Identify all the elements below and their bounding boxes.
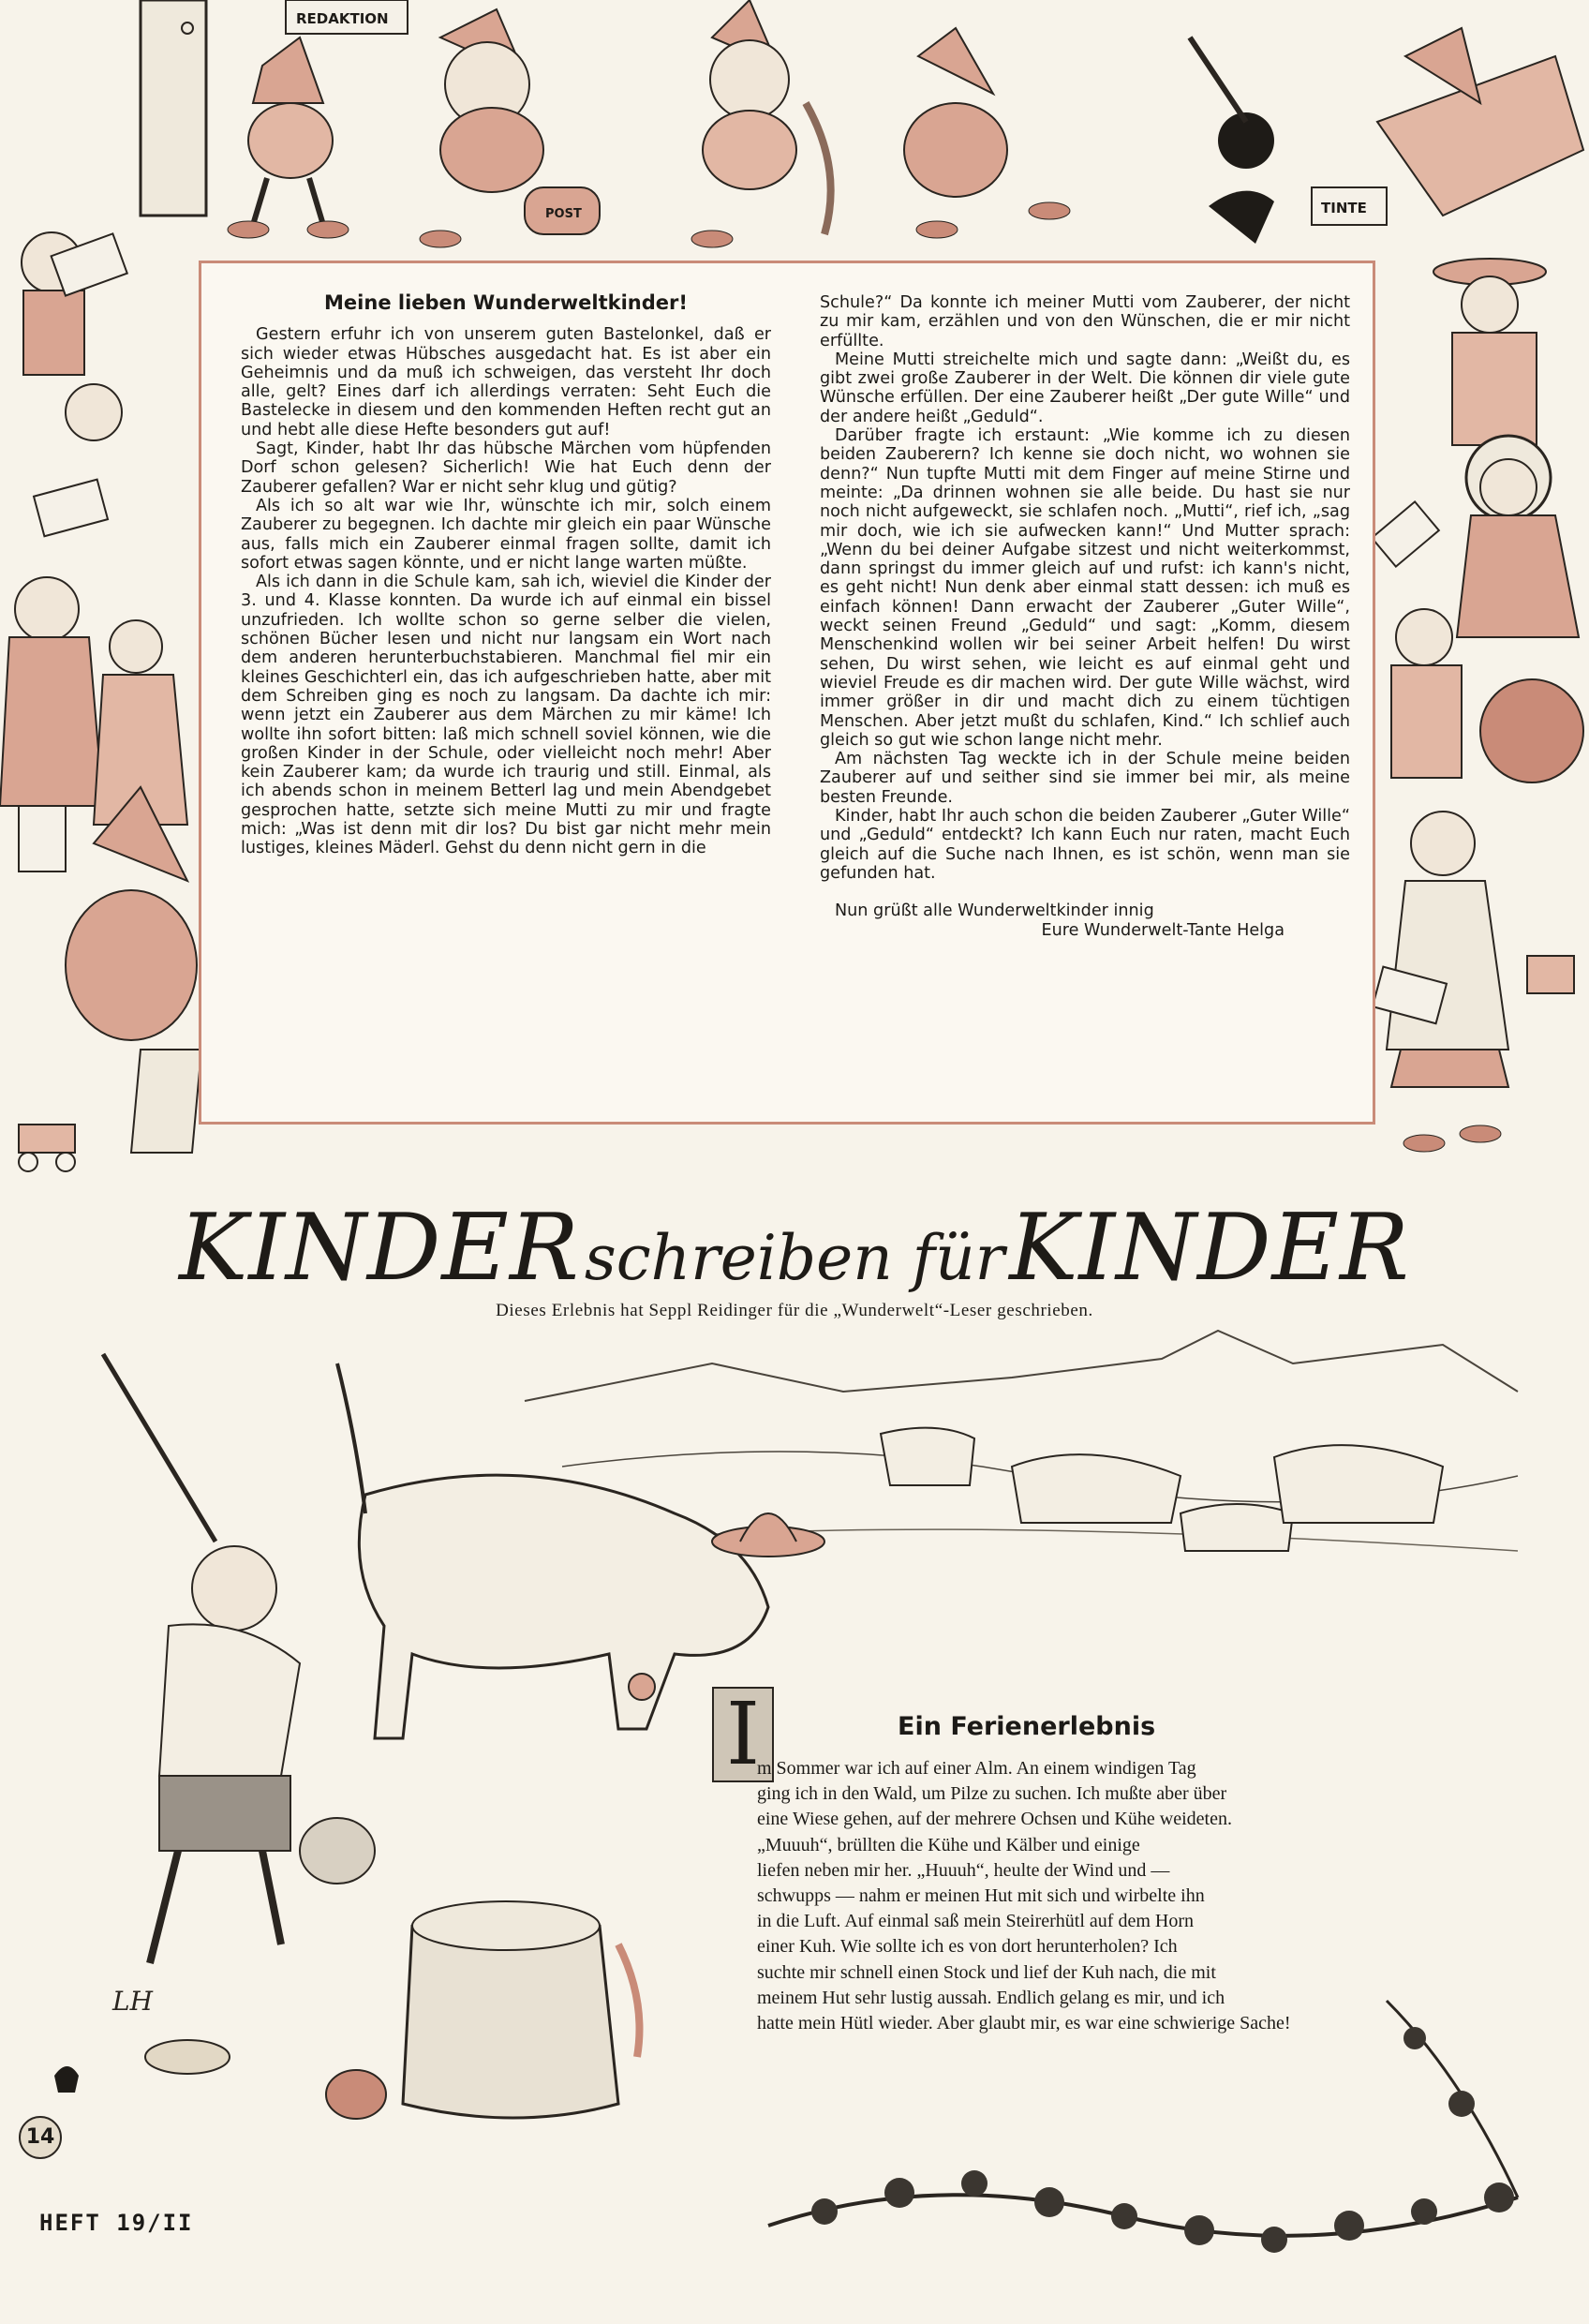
story-body [757,1756,1450,2036]
issue-number: HEFT 19/II [39,2210,194,2236]
story-title: Ein Ferienerlebnis [898,1712,1156,1741]
letter-paragraph: Gestern erfuhr ich von unserem guten Bastelonkel, daß er sich wieder etwas Hübsches ausgedacht hat. Es ist aber ein Geheimnis und da muß ich schweigen, das versteht Ihr doch alle, gelt? Eines darf ich allerdings verraten: Seht Euch die Bastelecke in diesem und den kommenden Heften recht gut an und hebt alle diese Hefte besonders gut auf! [241,325,771,439]
title-middle: schreiben für [584,1222,1005,1294]
story-line: hatte mein Hütl wieder. Aber glaubt mir, es war eine schwierige Sache! [757,2013,1291,2034]
letter-paragraph: Als ich so alt war wie Ihr, wünschte ich mir, solch einem Zauberer zu begegnen. Ich dachte mir gleich ein paar Wünsche aus, falls mich ein Zauberer einmal fragen sollte, damit ich sofort etwas sagen könnte, und er nicht lange warten müßte. [241,496,771,573]
story-line: m Sommer war ich auf einer Alm. An einem windigen Tag [757,1758,1196,1779]
letter-paragraph: Kinder, habt Ihr auch schon die beiden Zauberer „Guter Wille“ und „Geduld“ entdeckt? Ich kann Euch nur raten, macht Euch gleich auf die Suche nach Ihnen, es ist schön, wenn man sie gefunden hat. [820,807,1350,883]
story-line: „Muuuh“, brüllten die Kühe und Kälber und einige [757,1834,1140,1855]
letter-heading: Meine lieben Wunderweltkinder! [324,291,688,314]
page-number: 14 [19,2116,62,2159]
letter-paragraph: Sagt, Kinder, habt Ihr das hübsche Märchen vom hüpfenden Dorf schon gelesen? Sicherlich! Wie hat Euch denn der Zauberer gefallen? War er nicht sehr klug und gütig? [241,439,771,497]
story-line: liefen neben mir her. „Huuuh“, heulte der Wind und — [757,1859,1170,1881]
story-line: ging ich in den Wald, um Pilze zu suchen. Ich mußte aber über [757,1783,1227,1805]
letter-paragraph: Meine Mutti streichelte mich und sagte dann: „Weißt du, es gibt zwei große Zauberer in der Welt. Die können dir viele gute Wünsche erfüllen. Der eine Zauberer heißt „Der gute Wille“ und der andere heißt „Geduld“. [820,350,1350,426]
letter-paragraph: Am nächsten Tag weckte ich in der Schule meine beiden Zauberer auf und seither sind sie immer bei mir, als meine besten Freunde. [820,750,1350,807]
svg-text:TINTE: TINTE [1321,200,1367,216]
letter-paragraph: Als ich dann in die Schule kam, sah ich, wieviel die Kinder der 3. und 4. Klasse konnten. Da wurde ich auf einmal ein bissel unzufrieden. Ich wollte schon so gerne selber die vielen, schönen Bücher lesen und nicht nur langsam ein Wort nach dem anderen herunterbuchstabieren. Manchmal fiel mir ein kleines Geschichterl ein, das ich aufgeschrieben hatte, aber mit dem Schreiben ging es noch zu langsam. Da dachte ich mir: wenn jetzt ein Zauberer aus dem Märchen zu mir käme! Ich wollte ihn sofort bitten: laß mich schnell soviel können, wie die großen Kinder in der Schule, oder vielleicht noch mehr! Aber kein Zauberer kam; da wurde ich traurig und still. Einmal, als ich abends schon in meinem Betterl lag und mein Abendgebet gesprochen hatte, setzte sich meine Mutti zu mir und fragte mich: „Was ist denn mit dir los? Du bist gar nicht mehr mein lustiges, kleines Mäderl. Gehst du denn nicht gern in die [241,573,771,858]
article-subtitle: Dieses Erlebnis hat Seppl Reidinger für die „Wunderwelt“-Leser geschrieben. [496,1301,1093,1320]
letter-paragraph: Darüber fragte ich erstaunt: „Wie komme ich zu diesen beiden Zauberern? Ich kenne sie doch nicht, wo wohnen sie denn?“ Nun tupfte Mutti mit dem Finger auf meine Stirne und meinte: „Da drinnen wohnen sie alle beide. Du hast sie nur noch nicht aufgeweckt, sie schlafen noch. „Mutti“, rief ich, „sag mir doch, wie ich sie aufwecken kann!“ Und Mutter sprach: „Wenn du bei deiner Aufgabe sitzest und nicht weiterkommst, dann springst du immer gleich auf und rufst: ich kann's nicht, es geht nicht! Nun denk aber einmal statt dessen: ich muß es einfach können! Dann erwacht der Zauberer „Guter Wille“, weckt seinen Freund „Geduld“ und sagt: „Komm, diesem Menschenkind wollen wir bei seiner Arbeit helfen! Du wirst sehen, Du wirst sehen, wie leicht es auf einmal geht und wieviel Freude es dir machen wird. Der gute Wille wächst, wird immer größer in dir und macht dich zu einem tüchtigen Menschen. Aber jetzt mußt du schlafen, Kind.“ Ich schlief auch gleich so gut wie schon lange nicht mehr. [820,426,1350,750]
story-line: suchte mir schnell einen Stock und lief der Kuh nach, die mit [757,1961,1216,1983]
letter-signature: Eure Wunderwelt-Tante Helga [1041,920,1285,940]
right-children-illustration [1368,244,1589,1181]
svg-text:POST: POST [545,207,582,221]
letter-right-column [820,293,1350,940]
letter-closing: Nun grüßt alle Wunderweltkinder innig [835,901,1154,921]
letter-frame [199,261,1375,1125]
story-line: einer Kuh. Wie sollte ich es von dort herunterholen? Ich [757,1936,1178,1958]
story-line: schwupps — nahm er meinen Hut mit sich und wirbelte ihn [757,1885,1205,1907]
letter-left-column [241,291,771,858]
article-title [0,1195,1589,1302]
top-gnome-illustration [0,0,1589,272]
left-children-illustration [0,225,201,1199]
story-line: in die Luft. Auf einmal saß mein Steirerhütl auf dem Horn [757,1911,1194,1932]
title-kinder-2: KINDER [1009,1195,1410,1302]
artist-monogram: LH [112,1986,154,2017]
door-sign-text: REDAKTION [296,10,389,27]
story-line: eine Wiese gehen, auf der mehrere Ochsen und Kühe weideten. [757,1809,1232,1830]
drop-cap: I [712,1687,774,1782]
title-kinder-1: KINDER [179,1195,580,1302]
letter-paragraph: Schule?“ Da konnte ich meiner Mutti vom Zauberer, der nicht zu mir kam, erzählen und von den Wünschen, die er mir nicht erfüllte. [820,293,1350,350]
story-line: meinem Hut sehr lustig aussah. Endlich gelang es mir, und ich [757,1987,1225,2008]
